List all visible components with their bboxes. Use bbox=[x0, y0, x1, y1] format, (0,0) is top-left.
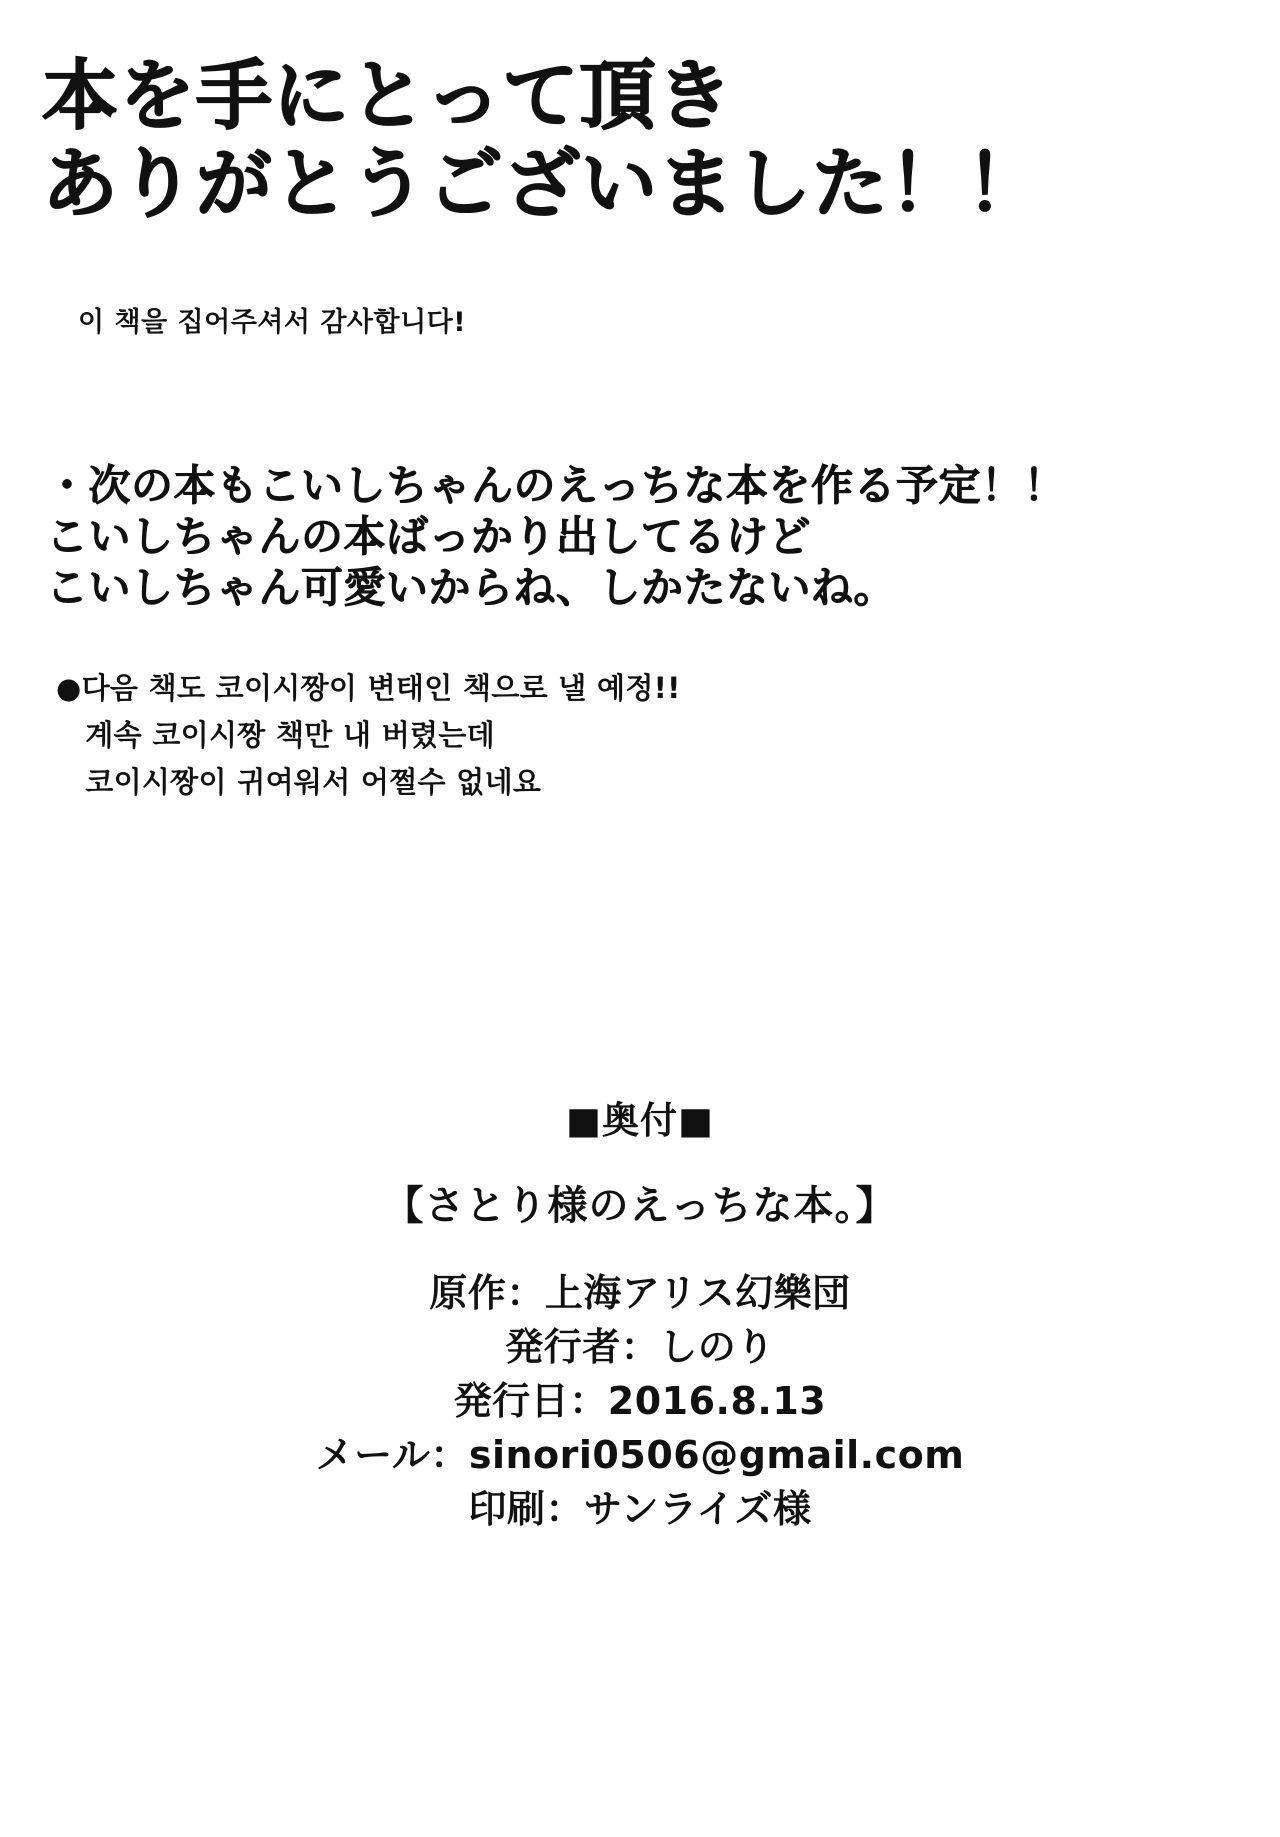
korean-thanks-note: 이 책을 집어주셔서 감사합니다! bbox=[78, 307, 467, 338]
colophon-details: 原作：上海アリス幻樂団 発行者：しのり 発行日：2016.8.13 メール：sinori0506@gmail.com 印刷：サンライズ様 bbox=[315, 1271, 965, 1531]
korean-afterword-text: ●다음 책도 코이시짱이 변태인 책으로 낼 예정!! 계속 코이시짱 책만 내 버렸는데 코이시짱이 귀여워서 어쩔수 없네요 bbox=[56, 671, 681, 799]
colophon-title: 【さとり様のえっちな本。】 bbox=[383, 1183, 897, 1229]
colophon-heading: ■奥付■ bbox=[566, 1099, 714, 1142]
colophon-block bbox=[0, 1090, 1280, 1537]
page-headline: 本を手にとって頂き ありがとうございました！！ bbox=[42, 51, 1043, 229]
japanese-afterword-text: ・次の本もこいしちゃんのえっちな本を作る予定！！ こいしちゃんの本ばっかり出してるけど こいしちゃん可愛いからね、しかたないね。 bbox=[46, 461, 1067, 613]
